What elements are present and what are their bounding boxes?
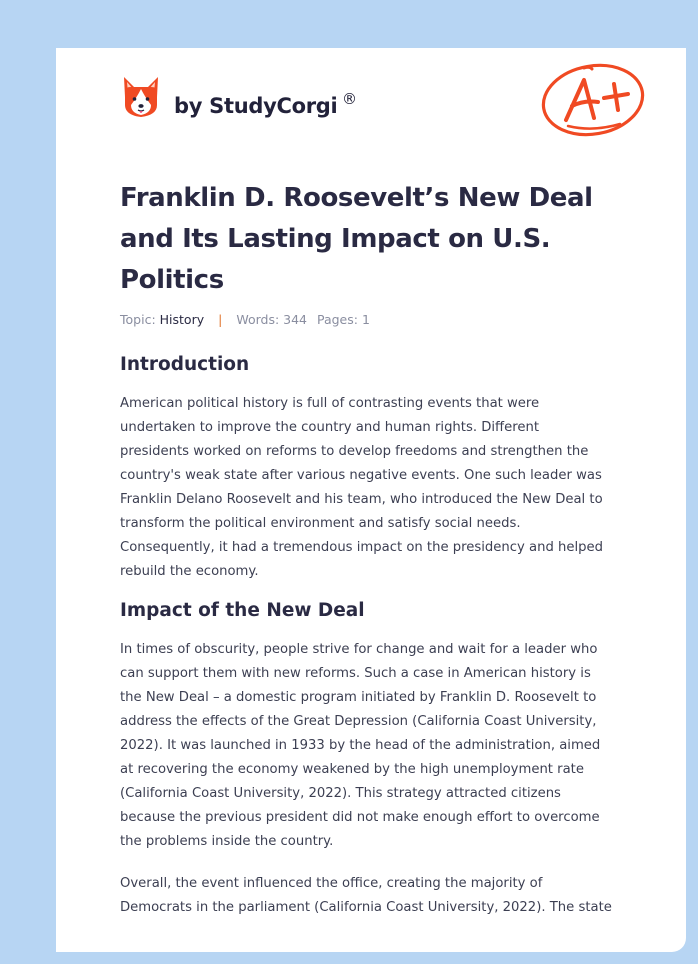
paragraph-line: the problems inside the country. — [120, 834, 334, 849]
header — [56, 48, 686, 158]
paragraph-line: the New Deal – a domestic program initiated by Franklin D. Roosevelt to — [120, 690, 597, 705]
section-heading-impact: Impact of the New Deal — [120, 600, 365, 621]
paragraph-line: (California Coast University, 2022). This strategy attracted citizens — [120, 786, 561, 801]
title-line: Franklin D. Roosevelt’s New Deal — [120, 183, 593, 213]
paragraph-line: at recovering the economy weakened by the high unemployment rate — [120, 762, 584, 777]
topic-link[interactable]: History — [159, 312, 205, 327]
paragraph — [120, 872, 630, 920]
topic-label: Topic: — [120, 312, 156, 327]
meta-separator: | — [218, 312, 223, 327]
paragraph-line: transform the political environment and satisfy social needs. — [120, 516, 521, 531]
registered-mark: ® — [342, 90, 357, 108]
paragraph-line: Consequently, it had a tremendous impact on the presidency and helped — [120, 540, 603, 555]
brand-name[interactable]: by StudyCorgi — [174, 94, 338, 118]
document-title — [120, 178, 620, 301]
paragraph-line: Franklin Delano Roosevelt and his team, who introduced the New Deal to — [120, 492, 603, 507]
corgi-head-icon — [121, 75, 161, 121]
document-card — [56, 48, 686, 952]
paragraph-line: presidents worked on reforms to develop freedoms and strengthen the — [120, 444, 589, 459]
page-count: Pages: 1 — [316, 312, 370, 327]
title-line: and Its Lasting Impact on U.S. — [120, 224, 551, 254]
paragraph-line: Democrats in the parliament (California Coast University, 2022). The state — [120, 900, 612, 915]
paragraph-line: country's weak state after various negative events. One such leader was — [120, 468, 602, 483]
paragraph-line: Overall, the event influenced the office, creating the majority of — [120, 876, 543, 891]
paragraph-line: In times of obscurity, people strive for change and wait for a leader who — [120, 642, 598, 657]
section-heading-introduction: Introduction — [120, 354, 250, 375]
paragraph-line: address the effects of the Great Depression (California Coast University, — [120, 714, 597, 729]
paragraph-line: 2022). It was launched in 1933 by the head of the administration, aimed — [120, 738, 601, 753]
paragraph-line: rebuild the economy. — [120, 564, 259, 579]
paragraph-line: because the previous president did not make enough effort to overcome — [120, 810, 600, 825]
paragraph — [120, 638, 630, 854]
word-count: Words: 344 — [236, 312, 307, 327]
paragraph — [120, 392, 630, 584]
title-line: Politics — [120, 265, 224, 295]
grade-badge — [538, 60, 648, 140]
paragraph-line: undertaken to improve the country and human rights. Different — [120, 420, 540, 435]
paragraph-line: American political history is full of contrasting events that were — [120, 396, 540, 411]
paragraph-line: can support them with new reforms. Such a case in American history is — [120, 666, 591, 681]
document-meta — [120, 312, 370, 327]
